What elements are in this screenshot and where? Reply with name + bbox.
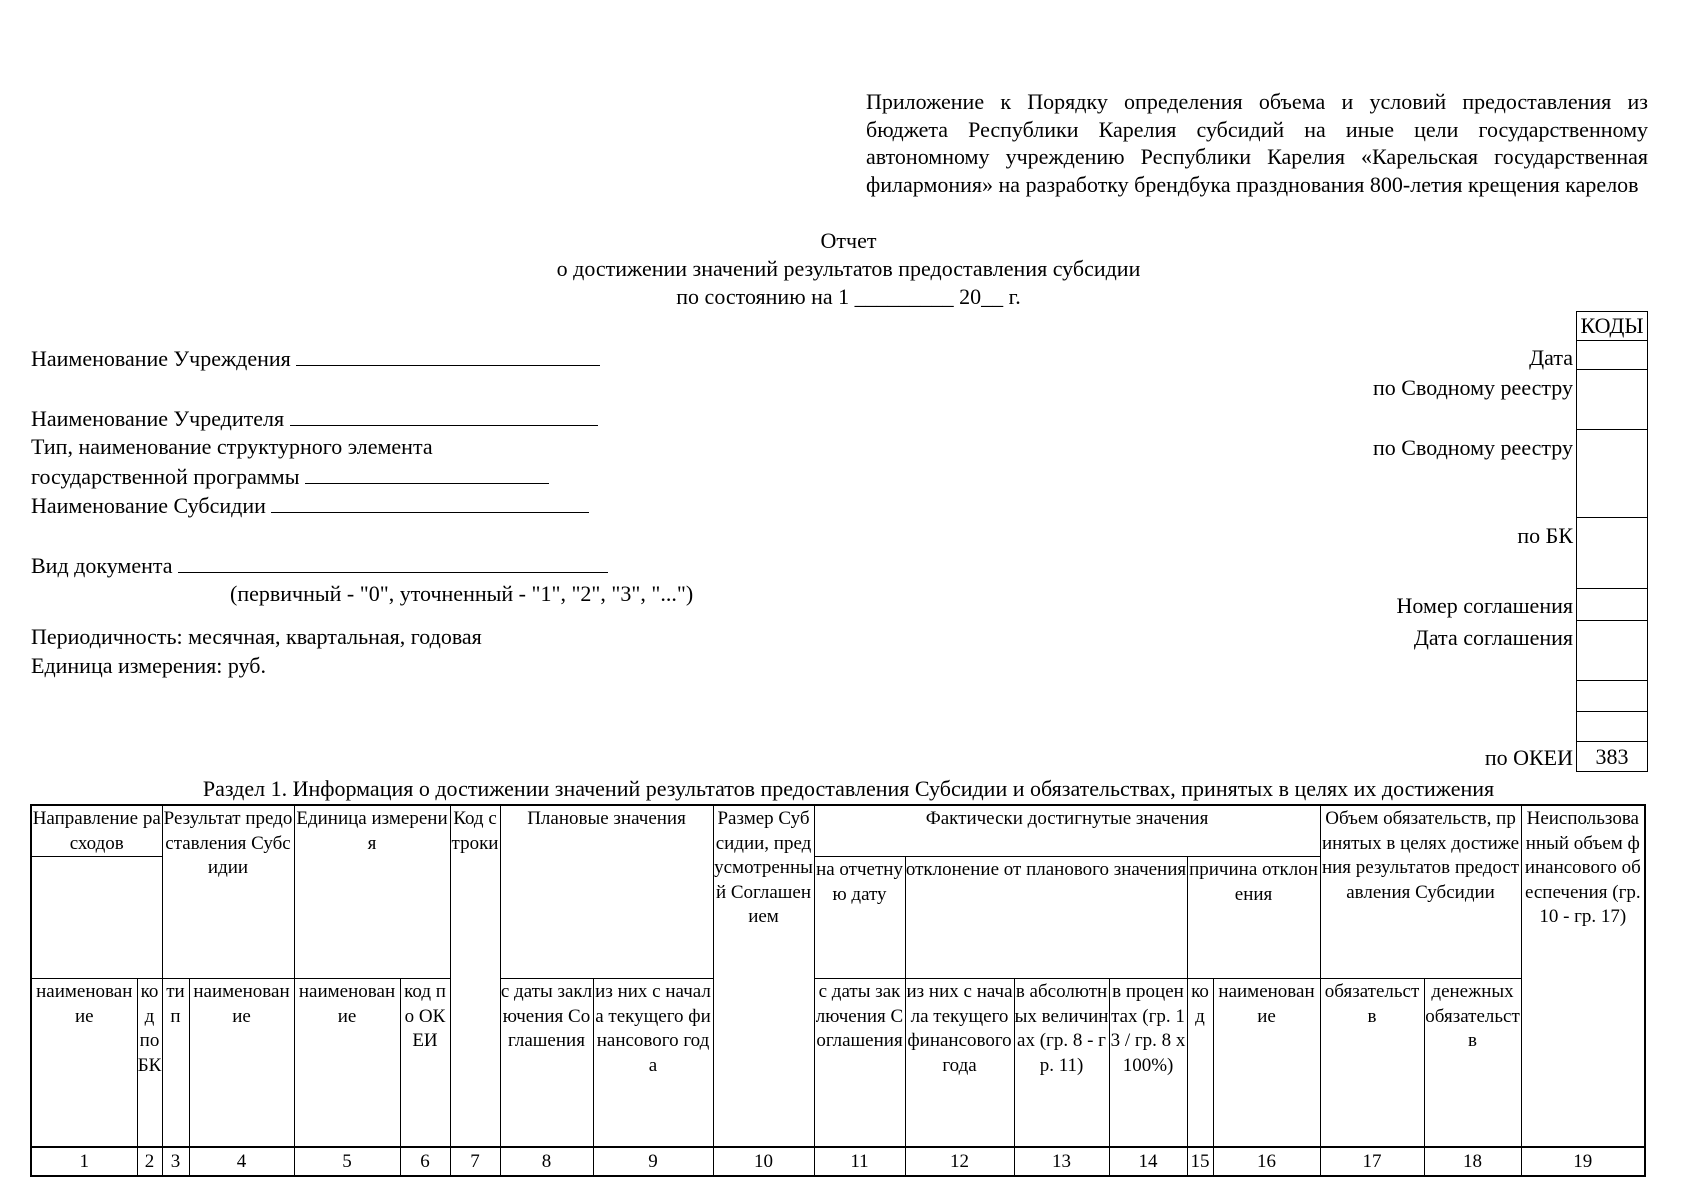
doc-type-field: [31, 552, 608, 579]
code-agreement-date: [1577, 621, 1648, 681]
founder-field: [31, 405, 598, 432]
code-registry-1: [1577, 370, 1648, 430]
c-result-name: наименование: [189, 979, 294, 1148]
header-row-3: [31, 979, 1645, 1148]
h-report-date: на отчетную дату: [814, 857, 905, 979]
c-money-obligations: денежных обязательств: [1424, 979, 1521, 1148]
h-reason: причина отклонения: [1187, 857, 1320, 979]
institution-field: [31, 345, 600, 372]
subsidy-label: Наименование Субсидии: [31, 493, 266, 518]
registry-label-1: по Сводному реестру: [1373, 375, 1573, 400]
code-registry-2: [1577, 430, 1648, 518]
bk-label: по БК: [1517, 523, 1573, 548]
h-unit: Единица измерения: [294, 805, 450, 979]
program-label-1: Тип, наименование структурного элемента: [31, 434, 433, 459]
col-number: 7: [450, 1147, 500, 1176]
doc-type-hint: (первичный - "0", уточненный - "1", "2", "3", "..."): [230, 581, 694, 606]
col-number: 4: [189, 1147, 294, 1176]
col-number: 5: [294, 1147, 400, 1176]
h-unused: Неиспользованный объем финансового обеспечения (гр. 10 - гр. 17): [1521, 805, 1645, 1147]
code-empty-1: [1577, 681, 1648, 712]
col-number: 14: [1109, 1147, 1187, 1176]
col-number: 19: [1521, 1147, 1645, 1176]
code-date: [1577, 341, 1648, 370]
col-number: 3: [162, 1147, 189, 1176]
codes-header: КОДЫ: [1577, 312, 1648, 341]
subsidy-field: [31, 492, 589, 519]
agreement-date-label: Дата соглашения: [1413, 625, 1573, 650]
h-result: Результат предоставления Субсидии: [162, 805, 294, 979]
okei-label: по ОКЕИ: [1484, 745, 1573, 770]
col-number: 16: [1213, 1147, 1320, 1176]
unit-of-measure: Единица измерения: руб.: [31, 653, 266, 678]
c-fact-from-agreement: с даты заключения Соглашения: [814, 979, 905, 1148]
col-number: 10: [713, 1147, 814, 1176]
doc-type-label: Вид документа: [31, 553, 173, 578]
code-okei: 383: [1577, 742, 1648, 772]
c-deviation-abs: в абсолютных величинах (гр. 8 - гр. 11): [1014, 979, 1109, 1148]
c-type: тип: [162, 979, 189, 1148]
h-actual: Фактически достигнутые значения: [814, 805, 1320, 857]
header-row-1: [31, 805, 1645, 857]
h-obligations: Объем обязательств, принятых в целях достижения результатов предоставления Субсидии: [1320, 805, 1521, 979]
col-number: 1: [31, 1147, 137, 1176]
c-plan-this-year: из них с начала текущего финансового года: [593, 979, 713, 1148]
h-line-code: Код строки: [450, 805, 500, 1147]
col-number: 6: [400, 1147, 450, 1176]
code-bk: [1577, 518, 1648, 589]
program-blank: [305, 463, 549, 484]
c-direction-name: наименование: [31, 979, 137, 1148]
h-subsidy-size: Размер Субсидии, предусмотренный Соглашением: [713, 805, 814, 1147]
col-number: 18: [1424, 1147, 1521, 1176]
founder-label: Наименование Учредителя: [31, 406, 285, 431]
code-empty-2: [1577, 712, 1648, 742]
report-title: Отчет: [820, 228, 877, 253]
col-number: 2: [137, 1147, 162, 1176]
col-number: 11: [814, 1147, 905, 1176]
c-plan-from-agreement: с даты заключения Соглашения: [500, 979, 593, 1148]
col-number: 12: [905, 1147, 1014, 1176]
founder-blank: [290, 405, 598, 426]
doc-type-blank: [178, 552, 608, 573]
section-title: Раздел 1. Информация о достижении значений результатов предоставления Субсидии и обязательствах, принятых в целях их достижения: [202, 776, 1495, 801]
program-label-2: государственной программы: [31, 464, 300, 489]
codes-table: [1576, 311, 1648, 772]
col-number: 9: [593, 1147, 713, 1176]
c-fact-this-year: из них с начала текущего финансового года: [905, 979, 1014, 1148]
program-field: [31, 463, 549, 490]
registry-label-2: по Сводному реестру: [1373, 435, 1573, 460]
periodicity: Периодичность: месячная, квартальная, годовая: [31, 624, 482, 649]
report-subtitle: о достижении значений результатов предоставления субсидии: [556, 256, 1141, 281]
date-label: Дата: [1529, 345, 1573, 370]
col-number: 13: [1014, 1147, 1109, 1176]
results-table: [30, 804, 1646, 1177]
col-number: 15: [1187, 1147, 1213, 1176]
h-direction: Направление расходов: [31, 805, 162, 857]
col-number: 8: [500, 1147, 593, 1176]
h-plan: Плановые значения: [500, 805, 713, 979]
c-reason-code: код: [1187, 979, 1213, 1148]
c-deviation-pct: в процентах (гр. 13 / гр. 8 x 100%): [1109, 979, 1187, 1148]
subsidy-blank: [271, 492, 589, 513]
h-deviation: отклонение от планового значения: [905, 857, 1187, 979]
column-numbers-row: [31, 1147, 1645, 1176]
institution-label: Наименование Учреждения: [31, 346, 291, 371]
code-agreement-number: [1577, 589, 1648, 621]
c-kbk: код по БК: [137, 979, 162, 1148]
h-direction-cont: [31, 857, 162, 979]
col-number: 17: [1320, 1147, 1424, 1176]
c-unit-name: наименование: [294, 979, 400, 1148]
report-date-line: по состоянию на 1 _________ 20__ г.: [676, 284, 1021, 309]
c-okei: код по ОКЕИ: [400, 979, 450, 1148]
agreement-number-label: Номер соглашения: [1396, 593, 1573, 618]
institution-blank: [296, 345, 600, 366]
c-obligations: обязательств: [1320, 979, 1424, 1148]
c-reason-name: наименование: [1213, 979, 1320, 1148]
appendix-note: Приложение к Порядку определения объема и условий предоставления из бюджета Республики Карелия субсидий на иные цели государственному автономному учреждению Республики Карелия «Карельская государственная филармония» на разработку брендбука празднования 800-летия крещения карелов: [866, 89, 1648, 197]
